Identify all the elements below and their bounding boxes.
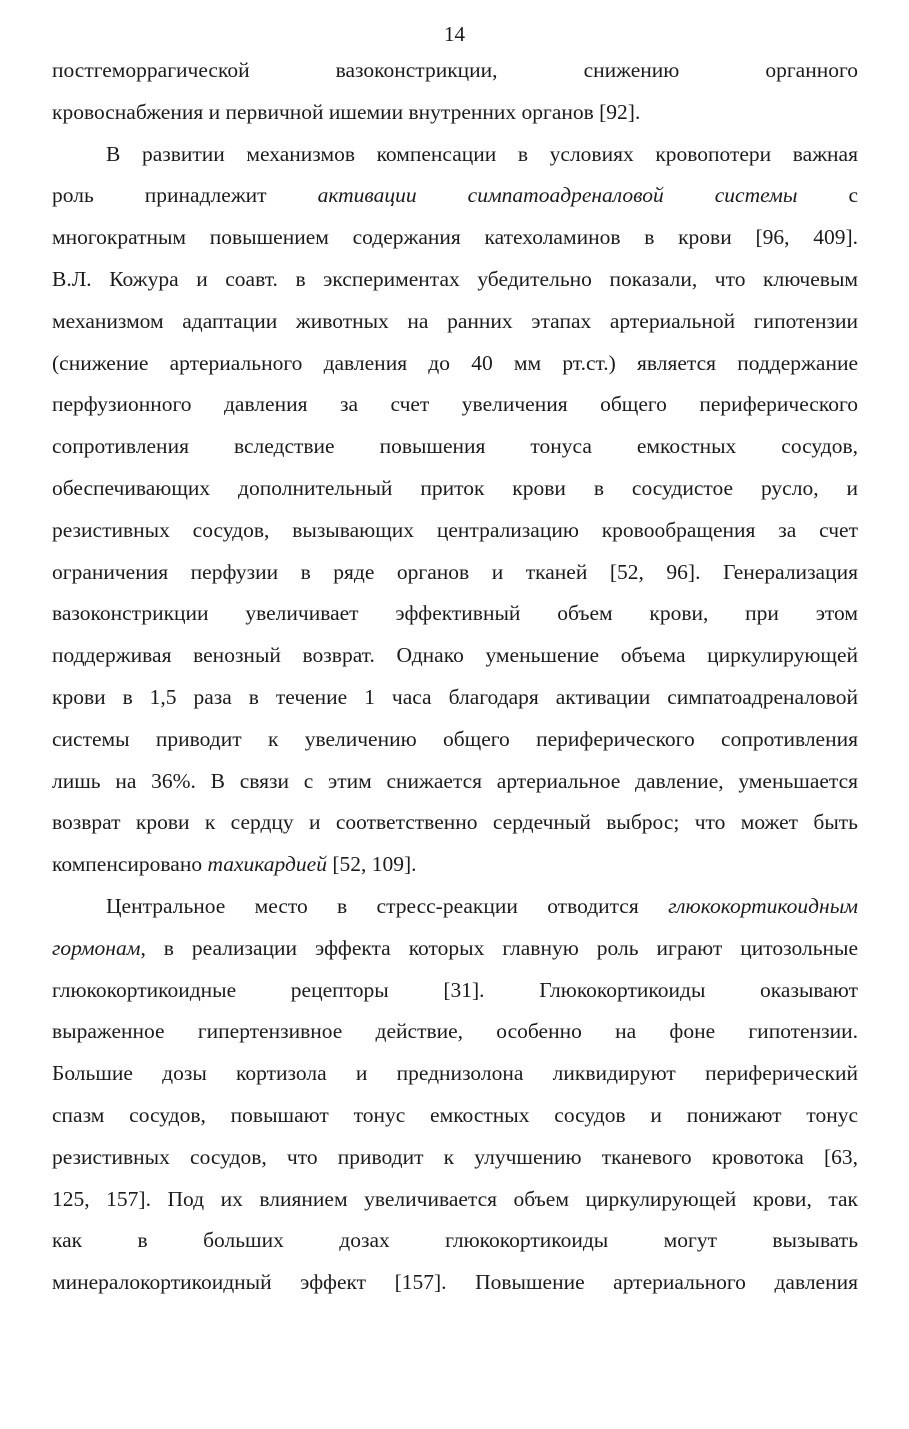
text-segment: резистивных сосудов, что приводит к улучшению тканевого кровотока [63, <box>52 1144 858 1169</box>
text-line <box>52 516 858 544</box>
text-segment: В.Л. Кожура и соавт. в экспериментах убедительно показали, что ключевым <box>52 267 858 291</box>
text-segment: крови в 1,5 раза в течение 1 часа благодаря активации симпатоадреналовой <box>52 685 858 709</box>
text-line <box>52 390 858 418</box>
page-number: 14 <box>444 22 465 46</box>
text-segment: возврат крови к сердцу и соответственно сердечный выброс; что может быть <box>52 810 858 835</box>
text-line <box>52 307 858 335</box>
text-line <box>52 1059 858 1087</box>
text-line <box>52 1268 858 1296</box>
text-segment: [52, 109]. <box>326 852 417 877</box>
text-segment: кровоснабжения и первичной ишемии внутренних органов [92]. <box>52 99 641 124</box>
text-line <box>52 181 858 209</box>
text-segment: выраженное гипертензивное действие, особенно на фоне гипотензии. <box>52 1019 858 1044</box>
text-line <box>52 1017 858 1045</box>
text-line <box>52 265 858 293</box>
text-segment: резистивных сосудов, вызывающих централизацию кровообращения за счет <box>52 517 858 542</box>
text-line <box>52 892 858 920</box>
italic-text: тахикардией <box>207 852 327 877</box>
text-segment: вазоконстрикции увеличивает эффективный объем крови, при этом <box>52 601 858 626</box>
text-segment: 125, 157]. Под их влиянием увеличивается объем циркулирующей крови, так <box>52 1186 858 1211</box>
text-segment: перфузионного давления за счет увеличения общего периферического <box>52 392 858 417</box>
text-line <box>52 349 858 377</box>
text-segment: постгеморрагической вазоконстрикции, снижению органного <box>52 58 858 82</box>
text-segment: механизмом адаптации животных на ранних этапах артериальной гипотензии <box>52 308 858 333</box>
text-segment: с <box>797 183 859 208</box>
text-segment: лишь на 36%. В связи с этим снижается артериальное давление, уменьшается <box>52 768 858 793</box>
text-segment: компенсировано <box>52 852 208 877</box>
text-segment: ограничения перфузии в ряде органов и тканей [52, 96]. Генерализация <box>52 559 858 584</box>
text-line <box>52 140 858 168</box>
text-line <box>52 683 858 711</box>
text-segment: Большие дозы кортизола и преднизолона ликвидируют периферический <box>52 1061 858 1086</box>
text-line <box>52 1143 858 1171</box>
text-line <box>52 767 858 795</box>
text-line <box>52 474 858 502</box>
italic-text: активации симпатоадреналовой системы <box>317 183 798 208</box>
text-segment: сопротивления вследствие повышения тонуса емкостных сосудов, <box>52 434 858 459</box>
italic-text: глюкокортикоидным <box>668 894 858 918</box>
text-line <box>52 808 858 836</box>
text-line <box>52 725 858 753</box>
text-line <box>52 1101 858 1129</box>
text-line <box>52 1226 858 1254</box>
text-segment: спазм сосудов, повышают тонус емкостных сосудов и понижают тонус <box>52 1103 858 1127</box>
text-segment: Центральное место в стресс-реакции отводится <box>106 894 669 918</box>
text-segment: как в больших дозах глюкокортикоиды могут вызывать <box>52 1228 858 1253</box>
text-segment: глюкокортикоидные рецепторы [31]. Глюкокортикоиды оказывают <box>52 977 858 1002</box>
text-line <box>52 976 858 1004</box>
text-segment: многократным повышением содержания катехоламинов в крови [96, 409]. <box>52 225 858 250</box>
text-segment: В развитии механизмов компенсации в условиях кровопотери важная <box>106 141 858 166</box>
text-line <box>52 934 858 962</box>
text-segment: системы приводит к увеличению общего периферического сопротивления <box>52 726 858 751</box>
text-line <box>52 1185 858 1213</box>
text-segment: обеспечивающих дополнительный приток крови в сосудистое русло, и <box>52 476 858 500</box>
text-line <box>52 599 858 627</box>
text-line <box>52 98 858 126</box>
text-line <box>52 432 858 460</box>
text-line <box>52 56 858 84</box>
text-segment: поддерживая венозный возврат. Однако уменьшение объема циркулирующей <box>52 643 858 668</box>
text-segment: минералокортикоидный эффект [157]. Повышение артериального давления <box>52 1270 858 1295</box>
text-segment: роль принадлежит <box>52 183 318 208</box>
italic-text: гормонам <box>52 935 141 960</box>
text-line <box>52 641 858 669</box>
text-segment: (снижение артериального давления до 40 мм рт.ст.) является поддержание <box>52 350 858 375</box>
text-line <box>52 850 858 878</box>
text-segment: , в реализации эффекта которых главную роль играют цитозольные <box>140 935 858 960</box>
text-line <box>52 558 858 586</box>
text-line <box>52 223 858 251</box>
